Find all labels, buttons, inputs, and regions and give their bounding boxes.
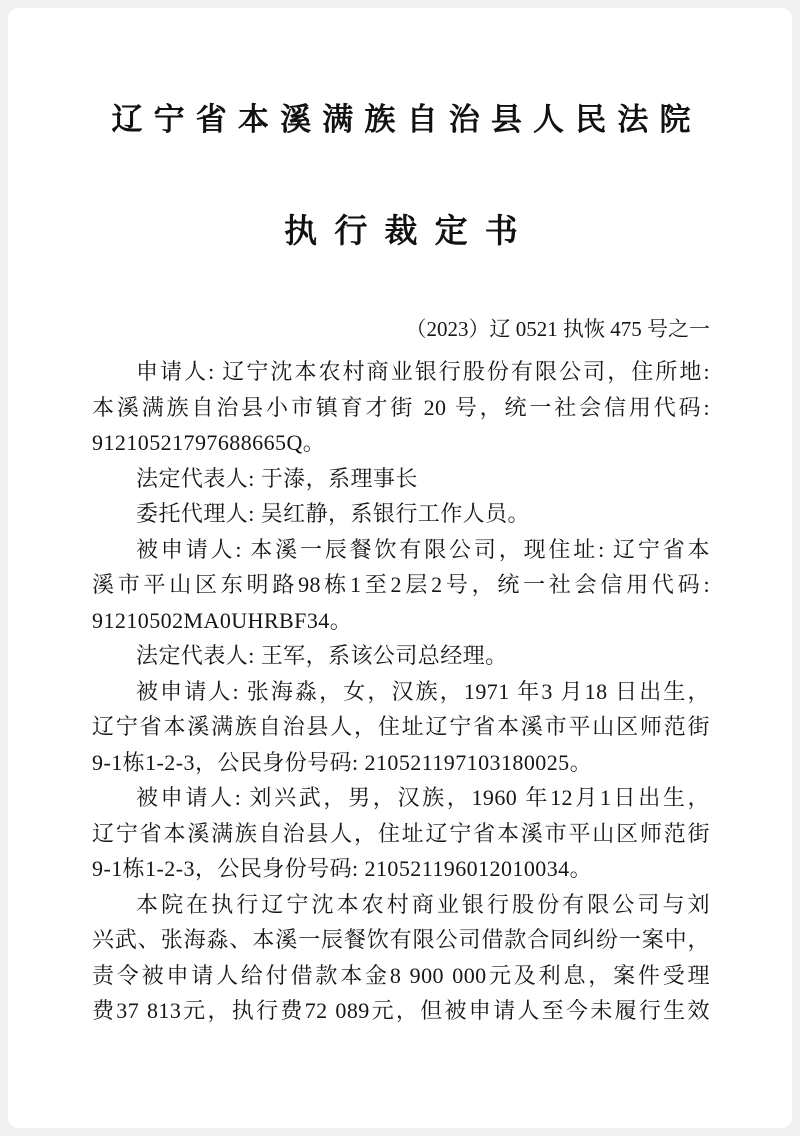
body-line: 9-1栋1-2-3，公民身份号码: 210521196012010034。 — [92, 856, 593, 881]
body-line: 辽宁省本溪满族自治县人，住址辽宁省本溪市平山区师范街 — [92, 820, 710, 846]
body-line: 91210502MA0UHRBF34。 — [92, 607, 353, 633]
body-line: 申请人: 辽宁沈本农村商业银行股份有限公司，住所地: — [136, 359, 710, 384]
body-line: 本溪满族自治县小市镇育才街 20 号，统一社会信用代码: — [92, 394, 710, 420]
body-line: 溪市平山区东明路98栋1至2层2号，统一社会信用代码: — [92, 572, 710, 597]
body-line: 91210521797688665Q。 — [92, 430, 326, 455]
body-line: 委托代理人: 吴红静，系银行工作人员。 — [136, 501, 530, 526]
document-page — [8, 8, 792, 1128]
body-line: 9-1栋1-2-3，公民身份号码: 210521197103180025。 — [92, 749, 593, 775]
body-line: 兴武、张海淼、本溪一辰餐饮有限公司借款合同纠纷一案中， — [92, 927, 710, 952]
body-line: 辽宁省本溪满族自治县人，住址辽宁省本溪市平山区师范街 — [92, 714, 710, 739]
case-number: （2023）辽 0521 执恢 475 号之一 — [405, 317, 710, 341]
body-line: 被申请人: 刘兴武，男，汉族，1960 年12月1日出生， — [136, 785, 710, 810]
body-line: 法定代表人: 王军，系该公司总经理。 — [136, 643, 508, 668]
body-line: 责令被申请人给付借款本金8 900 000元及利息，案件受理 — [92, 962, 710, 988]
body-line: 被申请人: 张海淼，女，汉族，1971 年3 月18 日出生， — [136, 678, 710, 704]
body-line: 法定代表人: 于溙，系理事长 — [136, 465, 418, 491]
body-line: 费37 813元，执行费72 089元，但被申请人至今未履行生效 — [92, 998, 710, 1023]
court-name: 辽宁省本溪满族自治县人民法院 — [111, 102, 702, 137]
document-title: 执行裁定书 — [284, 214, 535, 250]
body-line: 本院在执行辽宁沈本农村商业银行股份有限公司与刘 — [136, 891, 710, 917]
body-line: 被申请人: 本溪一辰餐饮有限公司，现住址: 辽宁省本 — [136, 536, 710, 562]
document-body — [92, 354, 710, 1029]
